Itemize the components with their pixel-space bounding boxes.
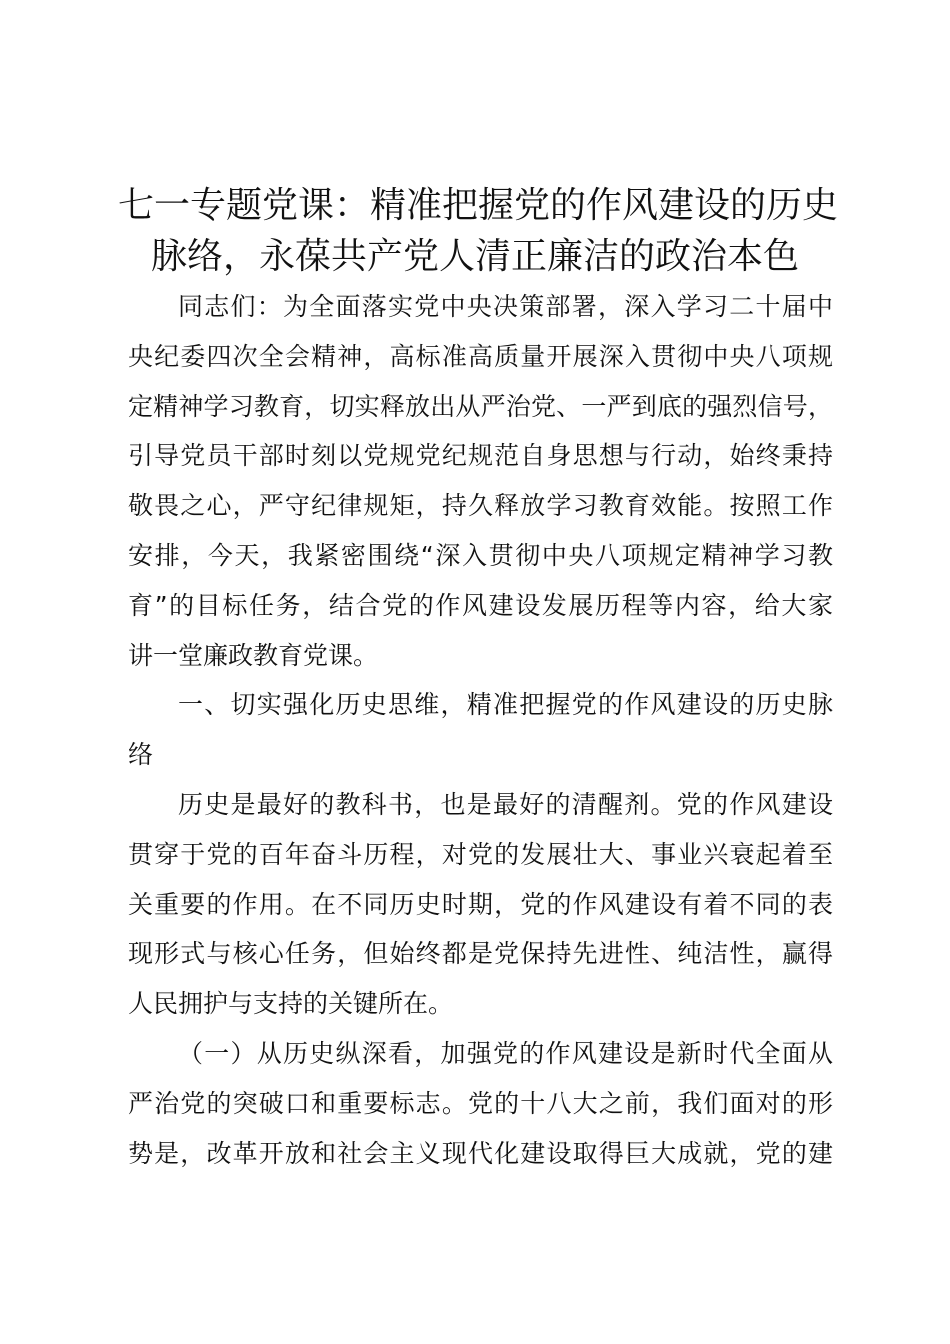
document-body (128, 282, 833, 1178)
body-line: 同志们：为全面落实党中央决策部署，深入学习二十届中 (178, 292, 833, 321)
body-line: 关重要的作用。在不同历史时期，党的作风建设有着不同的表 (128, 889, 833, 919)
body-line: 央纪委四次全会精神，高标准高质量开展深入贯彻中央八项规 (128, 341, 833, 371)
body-line: 育”的目标任务，结合党的作风建设发展历程等内容，给大家 (128, 590, 833, 620)
body-line: 人民拥护与支持的关键所在。 (128, 989, 454, 1019)
body-line: 安排，今天，我紧密围绕“深入贯彻中央八项规定精神学习教 (128, 540, 833, 570)
document-title-line-1: 七一专题党课：精准把握党的作风建设的历史 (118, 185, 839, 226)
body-line: 现形式与核心任务，但始终都是党保持先进性、纯洁性，赢得 (128, 939, 833, 969)
subsection-line: （一）从历史纵深看，加强党的作风建设是新时代全面从 (178, 1038, 833, 1068)
body-line: 敬畏之心，严守纪律规矩，持久释放学习教育效能。按照工作 (128, 491, 833, 521)
body-line: 贯穿于党的百年奋斗历程，对党的发展壮大、事业兴衰起着至 (128, 839, 833, 869)
section-heading-line: 络 (128, 740, 154, 770)
section-heading-line: 一、切实强化历史思维，精准把握党的作风建设的历史脉 (178, 690, 833, 720)
body-line: 引导党员干部时刻以党规党纪规范自身思想与行动，始终秉持 (128, 441, 833, 471)
body-line: 严治党的突破口和重要标志。党的十八大之前，我们面对的形 (128, 1088, 833, 1118)
document-title-line-2: 脉络，永葆共产党人清正廉洁的政治本色 (150, 236, 799, 277)
body-line: 讲一堂廉政教育党课。 (128, 640, 379, 670)
body-line: 势是，改革开放和社会主义现代化建设取得巨大成就，党的建 (128, 1138, 833, 1168)
body-line: 定精神学习教育，切实释放出从严治党、一严到底的强烈信号， (128, 391, 833, 421)
body-line: 历史是最好的教科书，也是最好的清醒剂。党的作风建设 (178, 789, 833, 819)
